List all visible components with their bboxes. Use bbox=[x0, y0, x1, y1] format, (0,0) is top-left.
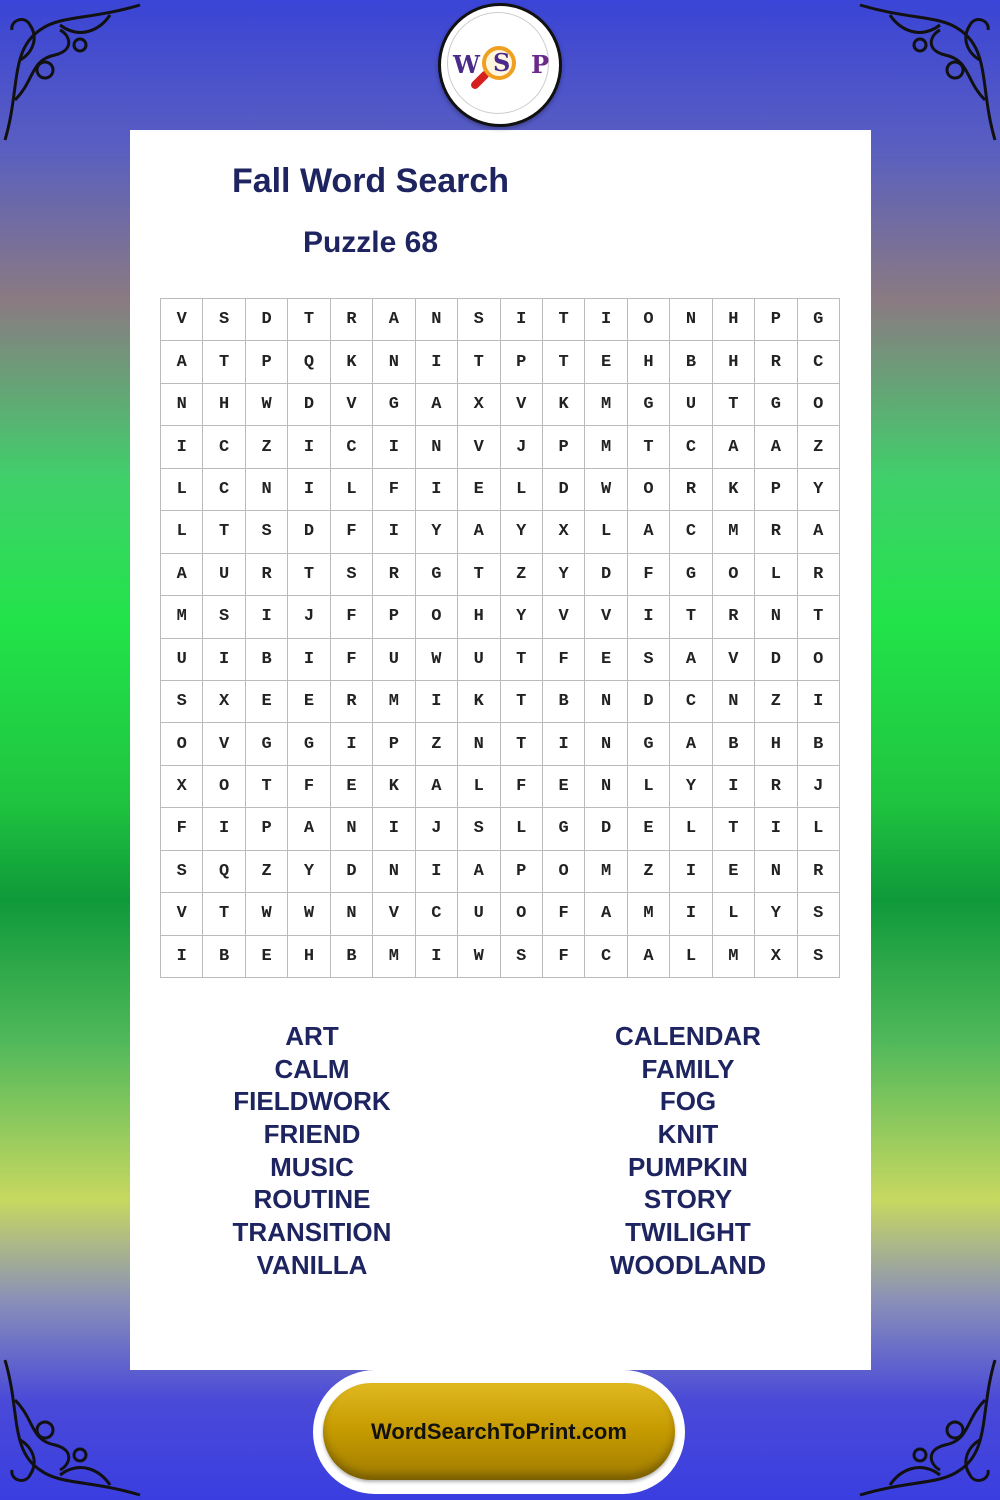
word-list-item: FIELDWORK bbox=[233, 1086, 391, 1117]
grid-cell[interactable]: P bbox=[373, 723, 415, 765]
grid-cell[interactable]: R bbox=[755, 341, 797, 383]
grid-cell[interactable]: A bbox=[288, 808, 330, 850]
grid-cell[interactable]: M bbox=[585, 426, 627, 468]
grid-cell[interactable]: B bbox=[798, 723, 840, 765]
grid-cell[interactable]: N bbox=[246, 469, 288, 511]
grid-cell[interactable]: O bbox=[203, 766, 245, 808]
grid-cell[interactable]: P bbox=[755, 299, 797, 341]
grid-cell[interactable]: Y bbox=[501, 511, 543, 553]
grid-cell[interactable]: F bbox=[288, 766, 330, 808]
grid-cell[interactable]: O bbox=[543, 851, 585, 893]
grid-cell[interactable]: V bbox=[331, 384, 373, 426]
grid-cell[interactable]: A bbox=[373, 299, 415, 341]
grid-cell[interactable]: M bbox=[161, 596, 203, 638]
word-list-item: PUMPKIN bbox=[628, 1151, 748, 1182]
grid-cell[interactable]: O bbox=[161, 723, 203, 765]
grid-cell[interactable]: Y bbox=[288, 851, 330, 893]
grid-cell[interactable]: K bbox=[713, 469, 755, 511]
grid-cell[interactable]: H bbox=[288, 936, 330, 978]
grid-cell[interactable]: L bbox=[798, 808, 840, 850]
grid-cell[interactable]: L bbox=[458, 766, 500, 808]
grid-cell[interactable]: L bbox=[670, 808, 712, 850]
grid-cell[interactable]: G bbox=[543, 808, 585, 850]
grid-cell[interactable]: J bbox=[798, 766, 840, 808]
grid-cell[interactable]: L bbox=[161, 469, 203, 511]
grid-cell[interactable]: C bbox=[203, 469, 245, 511]
grid-cell[interactable]: C bbox=[670, 511, 712, 553]
grid-cell[interactable]: L bbox=[161, 511, 203, 553]
grid-cell[interactable]: D bbox=[585, 808, 627, 850]
word-list-left bbox=[162, 1020, 462, 1282]
grid-cell[interactable]: M bbox=[585, 851, 627, 893]
grid-cell[interactable]: S bbox=[161, 851, 203, 893]
grid-cell[interactable]: V bbox=[458, 426, 500, 468]
grid-cell[interactable]: V bbox=[373, 893, 415, 935]
grid-cell[interactable]: Z bbox=[246, 851, 288, 893]
grid-cell[interactable]: O bbox=[713, 554, 755, 596]
grid-cell[interactable]: I bbox=[670, 893, 712, 935]
grid-cell[interactable]: D bbox=[628, 681, 670, 723]
grid-cell[interactable]: P bbox=[246, 341, 288, 383]
grid-cell[interactable]: T bbox=[543, 341, 585, 383]
grid-cell[interactable]: K bbox=[458, 681, 500, 723]
grid-cell[interactable]: I bbox=[416, 341, 458, 383]
grid-cell[interactable]: I bbox=[670, 851, 712, 893]
grid-cell[interactable]: G bbox=[628, 723, 670, 765]
grid-cell[interactable]: T bbox=[713, 808, 755, 850]
grid-cell[interactable]: A bbox=[161, 554, 203, 596]
grid-cell[interactable]: R bbox=[246, 554, 288, 596]
grid-cell[interactable]: W bbox=[585, 469, 627, 511]
word-list-item: TRANSITION bbox=[232, 1217, 392, 1248]
grid-cell[interactable]: I bbox=[628, 596, 670, 638]
grid-cell[interactable]: H bbox=[713, 299, 755, 341]
grid-cell[interactable]: Q bbox=[288, 341, 330, 383]
grid-cell[interactable]: S bbox=[798, 936, 840, 978]
grid-cell[interactable]: B bbox=[713, 723, 755, 765]
grid-cell[interactable]: F bbox=[543, 936, 585, 978]
grid-cell[interactable]: X bbox=[755, 936, 797, 978]
grid-cell[interactable]: C bbox=[203, 426, 245, 468]
grid-cell[interactable]: T bbox=[458, 554, 500, 596]
grid-cell[interactable]: V bbox=[543, 596, 585, 638]
word-list-item: ART bbox=[285, 1021, 339, 1051]
grid-cell[interactable]: B bbox=[203, 936, 245, 978]
grid-cell[interactable]: X bbox=[543, 511, 585, 553]
grid-cell[interactable]: N bbox=[331, 808, 373, 850]
corner-ornament-bottom-right bbox=[850, 1350, 1000, 1500]
grid-cell[interactable]: O bbox=[798, 639, 840, 681]
grid-cell[interactable]: G bbox=[628, 384, 670, 426]
grid-cell[interactable]: W bbox=[288, 893, 330, 935]
grid-cell[interactable]: H bbox=[628, 341, 670, 383]
grid-cell[interactable]: M bbox=[628, 893, 670, 935]
grid-cell[interactable]: T bbox=[203, 511, 245, 553]
grid-cell[interactable]: O bbox=[628, 299, 670, 341]
grid-cell[interactable]: R bbox=[331, 681, 373, 723]
grid-cell[interactable]: L bbox=[331, 469, 373, 511]
grid-cell[interactable]: T bbox=[798, 596, 840, 638]
grid-cell[interactable]: A bbox=[458, 511, 500, 553]
grid-cell[interactable]: D bbox=[543, 469, 585, 511]
grid-cell[interactable]: R bbox=[798, 554, 840, 596]
grid-cell[interactable]: U bbox=[670, 384, 712, 426]
grid-cell[interactable]: V bbox=[161, 893, 203, 935]
grid-cell[interactable]: N bbox=[713, 681, 755, 723]
corner-ornament-top-right bbox=[850, 0, 1000, 150]
word-list-item: WOODLAND bbox=[610, 1249, 766, 1280]
grid-cell[interactable]: D bbox=[246, 299, 288, 341]
grid-cell[interactable]: D bbox=[585, 554, 627, 596]
logo-letter-w: W bbox=[453, 50, 480, 79]
grid-cell[interactable]: Z bbox=[416, 723, 458, 765]
grid-cell[interactable]: M bbox=[373, 681, 415, 723]
word-list-item: MUSIC bbox=[270, 1151, 354, 1182]
grid-cell[interactable]: R bbox=[755, 511, 797, 553]
grid-cell[interactable]: D bbox=[755, 639, 797, 681]
grid-cell[interactable]: G bbox=[246, 723, 288, 765]
grid-cell[interactable]: D bbox=[288, 384, 330, 426]
grid-cell[interactable]: I bbox=[373, 808, 415, 850]
grid-cell[interactable]: T bbox=[203, 893, 245, 935]
grid-cell[interactable]: T bbox=[458, 341, 500, 383]
puzzle-number: Puzzle 68 bbox=[302, 226, 439, 259]
grid-cell[interactable]: J bbox=[501, 426, 543, 468]
grid-cell[interactable]: I bbox=[416, 469, 458, 511]
letter-grid bbox=[160, 298, 840, 978]
grid-cell[interactable]: O bbox=[798, 384, 840, 426]
grid-cell[interactable]: S bbox=[203, 299, 245, 341]
grid-cell[interactable]: A bbox=[628, 511, 670, 553]
grid-cell[interactable]: A bbox=[670, 639, 712, 681]
grid-cell[interactable]: P bbox=[501, 341, 543, 383]
grid-cell[interactable]: N bbox=[585, 723, 627, 765]
grid-cell[interactable]: F bbox=[331, 596, 373, 638]
grid-cell[interactable]: N bbox=[373, 851, 415, 893]
grid-cell[interactable]: S bbox=[458, 808, 500, 850]
grid-cell[interactable]: L bbox=[755, 554, 797, 596]
grid-cell[interactable]: A bbox=[416, 384, 458, 426]
grid-cell[interactable]: O bbox=[416, 596, 458, 638]
grid-cell[interactable]: K bbox=[331, 341, 373, 383]
grid-cell[interactable]: N bbox=[585, 766, 627, 808]
page-title: Fall Word Search bbox=[231, 162, 510, 200]
grid-cell[interactable]: M bbox=[713, 936, 755, 978]
grid-cell[interactable]: Y bbox=[798, 469, 840, 511]
grid-cell[interactable]: T bbox=[501, 681, 543, 723]
grid-cell[interactable]: H bbox=[458, 596, 500, 638]
grid-cell[interactable]: K bbox=[543, 384, 585, 426]
grid-cell[interactable]: F bbox=[628, 554, 670, 596]
grid-cell[interactable]: I bbox=[288, 469, 330, 511]
word-list-right bbox=[538, 1020, 838, 1282]
logo-letter-s: S bbox=[493, 48, 511, 77]
grid-cell[interactable]: I bbox=[416, 681, 458, 723]
grid-cell[interactable]: V bbox=[501, 384, 543, 426]
grid-cell[interactable]: V bbox=[713, 639, 755, 681]
grid-cell[interactable]: H bbox=[713, 341, 755, 383]
grid-cell[interactable]: S bbox=[161, 681, 203, 723]
site-logo[interactable] bbox=[438, 3, 562, 127]
grid-cell[interactable]: N bbox=[416, 426, 458, 468]
grid-cell[interactable]: F bbox=[543, 639, 585, 681]
grid-cell[interactable]: X bbox=[458, 384, 500, 426]
grid-cell[interactable]: T bbox=[543, 299, 585, 341]
word-list-item: ROUTINE bbox=[253, 1184, 371, 1215]
grid-cell[interactable]: I bbox=[331, 723, 373, 765]
grid-cell[interactable]: S bbox=[501, 936, 543, 978]
grid-cell[interactable]: T bbox=[670, 596, 712, 638]
grid-cell[interactable]: O bbox=[628, 469, 670, 511]
grid-cell[interactable]: Z bbox=[501, 554, 543, 596]
corner-ornament-bottom-left bbox=[0, 1350, 150, 1500]
grid-cell[interactable]: L bbox=[670, 936, 712, 978]
grid-cell[interactable]: I bbox=[501, 299, 543, 341]
grid-cell[interactable]: M bbox=[585, 384, 627, 426]
grid-cell[interactable]: G bbox=[288, 723, 330, 765]
grid-cell[interactable]: L bbox=[501, 808, 543, 850]
logo-letter-p: P bbox=[531, 50, 550, 79]
grid-cell[interactable]: W bbox=[246, 384, 288, 426]
grid-cell[interactable]: S bbox=[798, 893, 840, 935]
grid-cell[interactable]: C bbox=[670, 681, 712, 723]
grid-cell[interactable]: F bbox=[543, 893, 585, 935]
grid-cell[interactable]: S bbox=[203, 596, 245, 638]
grid-cell[interactable]: T bbox=[501, 639, 543, 681]
grid-cell[interactable]: R bbox=[755, 766, 797, 808]
grid-cell[interactable]: I bbox=[416, 851, 458, 893]
website-label: WordSearchToPrint.com bbox=[371, 1418, 627, 1444]
grid-cell[interactable]: I bbox=[543, 723, 585, 765]
grid-cell[interactable]: I bbox=[203, 639, 245, 681]
word-list-item: CALENDAR bbox=[615, 1021, 761, 1051]
grid-cell[interactable]: G bbox=[670, 554, 712, 596]
grid-cell[interactable]: C bbox=[670, 426, 712, 468]
grid-cell[interactable]: I bbox=[161, 426, 203, 468]
grid-cell[interactable]: V bbox=[161, 299, 203, 341]
grid-cell[interactable]: E bbox=[585, 341, 627, 383]
grid-cell[interactable]: N bbox=[161, 384, 203, 426]
grid-cell[interactable]: A bbox=[161, 341, 203, 383]
grid-cell[interactable]: V bbox=[585, 596, 627, 638]
grid-cell[interactable]: E bbox=[246, 681, 288, 723]
grid-cell[interactable]: G bbox=[755, 384, 797, 426]
grid-cell[interactable]: A bbox=[713, 426, 755, 468]
word-list-item: TWILIGHT bbox=[625, 1217, 751, 1248]
grid-cell[interactable]: J bbox=[288, 596, 330, 638]
grid-cell[interactable]: A bbox=[458, 851, 500, 893]
grid-cell[interactable]: A bbox=[416, 766, 458, 808]
grid-cell[interactable]: P bbox=[543, 426, 585, 468]
grid-cell[interactable]: L bbox=[585, 511, 627, 553]
grid-cell[interactable]: J bbox=[416, 808, 458, 850]
grid-cell[interactable]: B bbox=[331, 936, 373, 978]
grid-cell[interactable]: X bbox=[203, 681, 245, 723]
word-list-item: FRIEND bbox=[263, 1119, 361, 1150]
grid-cell[interactable]: E bbox=[246, 936, 288, 978]
grid-cell[interactable]: N bbox=[331, 893, 373, 935]
grid-cell[interactable]: T bbox=[203, 341, 245, 383]
grid-cell[interactable]: R bbox=[670, 469, 712, 511]
grid-cell[interactable]: X bbox=[161, 766, 203, 808]
grid-cell[interactable]: S bbox=[331, 554, 373, 596]
grid-cell[interactable]: C bbox=[331, 426, 373, 468]
grid-cell[interactable]: I bbox=[755, 808, 797, 850]
grid-cell[interactable]: B bbox=[670, 341, 712, 383]
grid-cell[interactable]: K bbox=[373, 766, 415, 808]
grid-cell[interactable]: I bbox=[713, 766, 755, 808]
grid-cell[interactable]: Y bbox=[755, 893, 797, 935]
grid-cell[interactable]: Z bbox=[628, 851, 670, 893]
grid-cell[interactable]: L bbox=[628, 766, 670, 808]
grid-cell[interactable]: A bbox=[628, 936, 670, 978]
grid-cell[interactable]: Y bbox=[416, 511, 458, 553]
grid-cell[interactable]: M bbox=[713, 511, 755, 553]
grid-cell[interactable]: N bbox=[755, 851, 797, 893]
grid-cell[interactable]: F bbox=[373, 469, 415, 511]
word-list-item: STORY bbox=[643, 1184, 733, 1215]
grid-cell[interactable]: G bbox=[798, 299, 840, 341]
grid-cell[interactable]: F bbox=[501, 766, 543, 808]
grid-cell[interactable]: C bbox=[798, 341, 840, 383]
grid-cell[interactable]: N bbox=[416, 299, 458, 341]
grid-cell[interactable]: N bbox=[373, 341, 415, 383]
grid-cell[interactable]: S bbox=[458, 299, 500, 341]
grid-cell[interactable]: Z bbox=[798, 426, 840, 468]
grid-cell[interactable]: N bbox=[585, 681, 627, 723]
grid-cell[interactable]: U bbox=[373, 639, 415, 681]
grid-cell[interactable]: E bbox=[331, 766, 373, 808]
word-list-item: VANILLA bbox=[256, 1249, 368, 1280]
grid-cell[interactable]: U bbox=[458, 639, 500, 681]
word-list-item: KNIT bbox=[657, 1119, 719, 1150]
grid-cell[interactable]: P bbox=[501, 851, 543, 893]
grid-cell[interactable]: B bbox=[543, 681, 585, 723]
grid-cell[interactable]: E bbox=[713, 851, 755, 893]
grid-cell[interactable]: R bbox=[798, 851, 840, 893]
grid-cell[interactable]: T bbox=[713, 384, 755, 426]
grid-cell[interactable]: Y bbox=[501, 596, 543, 638]
grid-cell[interactable]: U bbox=[161, 639, 203, 681]
word-list-item: FAMILY bbox=[641, 1053, 735, 1084]
grid-cell[interactable]: E bbox=[458, 469, 500, 511]
grid-cell[interactable]: R bbox=[331, 299, 373, 341]
word-list-item: FOG bbox=[659, 1086, 717, 1117]
grid-cell[interactable]: L bbox=[501, 469, 543, 511]
grid-cell[interactable]: R bbox=[373, 554, 415, 596]
grid-cell[interactable]: M bbox=[373, 936, 415, 978]
grid-cell[interactable]: N bbox=[458, 723, 500, 765]
grid-cell[interactable]: I bbox=[203, 808, 245, 850]
corner-ornament-top-left bbox=[0, 0, 150, 150]
grid-cell[interactable]: S bbox=[628, 639, 670, 681]
grid-cell[interactable]: B bbox=[246, 639, 288, 681]
grid-cell[interactable]: P bbox=[373, 596, 415, 638]
grid-cell[interactable]: O bbox=[501, 893, 543, 935]
grid-cell[interactable]: I bbox=[246, 596, 288, 638]
grid-cell[interactable]: I bbox=[416, 936, 458, 978]
grid-cell[interactable]: G bbox=[416, 554, 458, 596]
grid-cell[interactable]: R bbox=[713, 596, 755, 638]
grid-cell[interactable]: A bbox=[585, 893, 627, 935]
grid-cell[interactable]: W bbox=[416, 639, 458, 681]
grid-cell[interactable]: I bbox=[288, 426, 330, 468]
grid-cell[interactable]: A bbox=[798, 511, 840, 553]
grid-cell[interactable]: C bbox=[416, 893, 458, 935]
grid-cell[interactable]: I bbox=[798, 681, 840, 723]
grid-cell[interactable]: U bbox=[458, 893, 500, 935]
grid-cell[interactable]: A bbox=[670, 723, 712, 765]
grid-cell[interactable]: T bbox=[246, 766, 288, 808]
grid-cell[interactable]: T bbox=[501, 723, 543, 765]
grid-cell[interactable]: L bbox=[713, 893, 755, 935]
website-button[interactable] bbox=[323, 1383, 675, 1480]
grid-cell[interactable]: I bbox=[288, 639, 330, 681]
grid-cell[interactable]: D bbox=[288, 511, 330, 553]
grid-cell[interactable]: E bbox=[543, 766, 585, 808]
grid-cell[interactable]: I bbox=[585, 299, 627, 341]
grid-cell[interactable]: Z bbox=[755, 681, 797, 723]
word-list-item: CALM bbox=[274, 1053, 350, 1084]
grid-cell[interactable]: T bbox=[628, 426, 670, 468]
grid-cell[interactable]: Z bbox=[246, 426, 288, 468]
grid-cell[interactable]: P bbox=[246, 808, 288, 850]
grid-cell[interactable]: C bbox=[585, 936, 627, 978]
grid-cell[interactable]: N bbox=[670, 299, 712, 341]
grid-cell[interactable]: W bbox=[458, 936, 500, 978]
grid-cell[interactable]: Y bbox=[670, 766, 712, 808]
grid-cell[interactable]: T bbox=[288, 554, 330, 596]
grid-cell[interactable]: E bbox=[585, 639, 627, 681]
grid-cell[interactable]: E bbox=[628, 808, 670, 850]
grid-cell[interactable]: A bbox=[755, 426, 797, 468]
grid-cell[interactable]: G bbox=[373, 384, 415, 426]
grid-cell[interactable]: S bbox=[246, 511, 288, 553]
grid-cell[interactable]: Q bbox=[203, 851, 245, 893]
grid-cell[interactable]: F bbox=[331, 639, 373, 681]
grid-cell[interactable]: P bbox=[755, 469, 797, 511]
grid-cell[interactable]: I bbox=[373, 511, 415, 553]
grid-cell[interactable]: Y bbox=[543, 554, 585, 596]
grid-cell[interactable]: V bbox=[203, 723, 245, 765]
grid-cell[interactable]: W bbox=[246, 893, 288, 935]
grid-cell[interactable]: F bbox=[331, 511, 373, 553]
grid-cell[interactable]: H bbox=[755, 723, 797, 765]
grid-cell[interactable]: I bbox=[161, 936, 203, 978]
grid-cell[interactable]: T bbox=[288, 299, 330, 341]
grid-cell[interactable]: U bbox=[203, 554, 245, 596]
grid-cell[interactable]: H bbox=[203, 384, 245, 426]
grid-cell[interactable]: E bbox=[288, 681, 330, 723]
grid-cell[interactable]: F bbox=[161, 808, 203, 850]
grid-cell[interactable]: I bbox=[373, 426, 415, 468]
grid-cell[interactable]: D bbox=[331, 851, 373, 893]
grid-cell[interactable]: N bbox=[755, 596, 797, 638]
